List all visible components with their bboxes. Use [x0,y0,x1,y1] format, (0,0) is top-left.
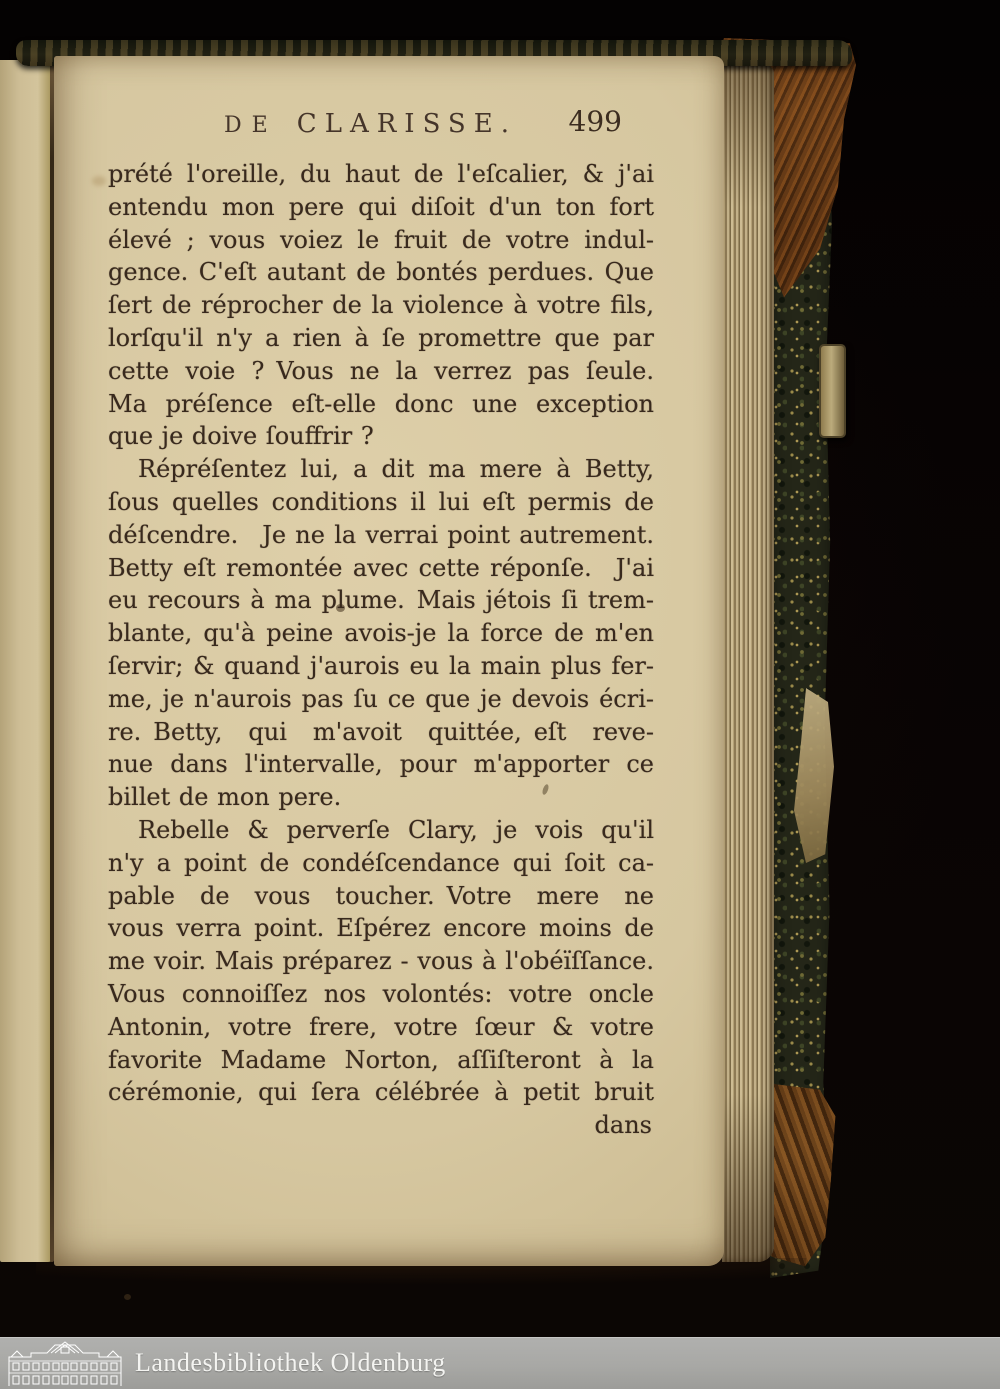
text-line: favorite Madame Norton, aſſiſteront à la [108,1044,654,1077]
library-footer-bar [0,1337,1000,1389]
text-line: Répréſentez lui, a dit ma mere à Betty, [108,453,654,486]
foxing-speck [92,176,106,186]
text-line: dans [108,1109,654,1142]
text-line: prété l'oreille, du haut de l'eſcalier, & j'ai [108,158,654,191]
page-fore-edge [722,64,774,1262]
text-line: Antonin, votre frere, votre ſœur & votre [108,1011,654,1044]
text-line: gence. C'eſt autant de bontés perdues. Que [108,256,654,289]
text-line: me voir. Mais préparez - vous à l'obéïſſance. [108,945,654,978]
text-line: ſert de réprocher de la violence à votre fils, [108,289,654,322]
text-line: Vous connoiſſez nos volontés: votre oncle [108,978,654,1011]
running-title [224,109,517,139]
library-building-icon [7,1341,123,1387]
text-line: Betty eſt remontée avec cette réponſe. J'ai [108,552,654,585]
text-line: billet de mon pere. [108,781,654,814]
foxing-speck [124,1294,131,1300]
text-line: vous verra point. Eſpérez encore moins de [108,912,654,945]
page-header [108,103,654,147]
text-line: Rebelle & perverſe Clary, je vois qu'il [108,814,654,847]
text-line: élevé ; vous voiez le fruit de votre indul- [108,224,654,257]
body-text [108,158,654,1142]
text-line: me, je n'aurois pas ſu ce que je devois écri- [108,683,654,716]
text-line: cérémonie, qui ſera célébrée à petit bruit [108,1076,654,1109]
text-line: pable de vous toucher. Votre mere ne [108,880,654,913]
text-line: lorſqu'il n'y a rien à ſe promettre que par [108,322,654,355]
cover-clasp-tab [819,344,846,438]
facing-page-sliver [0,60,54,1262]
text-line: cette voie ? Vous ne la verrez pas ſeule. [108,355,654,388]
text-line: entendu mon pere qui diſoit d'un ton fort [108,191,654,224]
text-line: blante, qu'à peine avois-je la force de m'en [108,617,654,650]
text-line: nue dans l'intervalle, pour m'apporter ce [108,748,654,781]
library-name: Landesbibliothek Oldenburg [135,1348,446,1378]
text-line: re. Betty, qui m'avoit quittée, eſt reve- [108,716,654,749]
page-number: 499 [569,105,622,138]
text-line: Ma préſence eſt-elle donc une exception [108,388,654,421]
text-line: ſous quelles conditions il lui eſt permis de [108,486,654,519]
text-line: déſcendre. Je ne la verrai point autrement. [108,519,654,552]
text-line: que je doive ſouffrir ? [108,420,654,453]
text-line: n'y a point de condéſcendance qui ſoit ca- [108,847,654,880]
running-title-section: DE [224,113,278,138]
running-title-name: CLARISSE. [297,109,517,139]
text-line: ſervir; & quand j'aurois eu la main plus fer- [108,650,654,683]
text-line: eu recours à ma plume. Mais jétois ſi trem- [108,584,654,617]
